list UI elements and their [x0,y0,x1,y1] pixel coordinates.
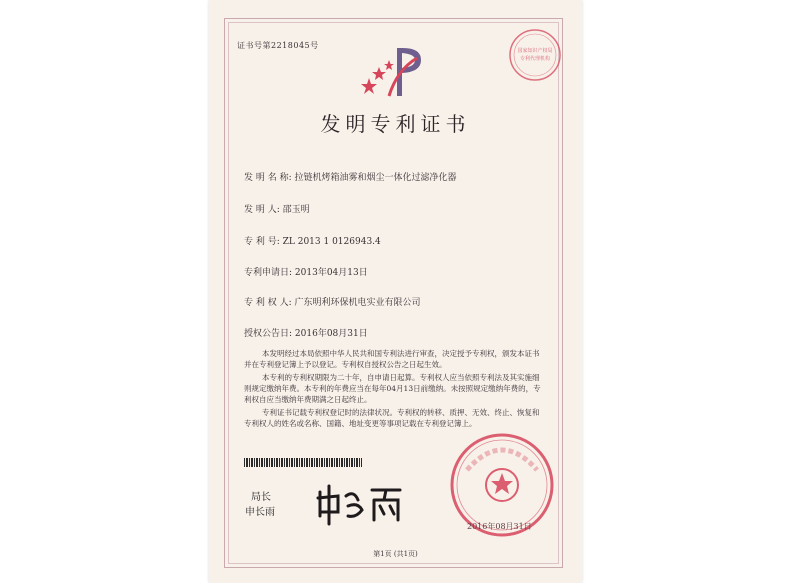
page-footer: 第1页 (共1页) [373,550,418,558]
body-paragraph: 本专利的专利权期限为二十年，自申请日起算。专利权人应当依照专利法及其实施细则规定缴纳年费。本专利的年费应当在每年04月13日前缴纳。未按照规定缴纳年费的，专利权自应当缴纳年费期满之日起终止。 [244,373,541,404]
seal-date: 2016年08月31日 [467,522,532,531]
svg-text:国家知识产权局: 国家知识产权局 [517,48,553,54]
field-invention-name: 发 明 名 称: 拉链机烤箱油雾和烟尘一体化过滤净化器 [244,173,457,183]
certificate-number: 证书号第2218045号 [237,41,319,50]
certificate-body [244,348,544,431]
field-application-date: 专利申请日: 2013年04月13日 [244,268,368,278]
body-paragraph: 本发明经过本局依照中华人民共和国专利法进行审查，决定授予专利权，颁发本证书并在专利登记簿上予以登记。专利权自授权公告之日起生效。 [244,349,540,369]
field-grant-date: 授权公告日: 2016年08月31日 [244,329,368,339]
field-patent-number: 专 利 号: ZL 2013 1 0126943.4 [244,237,381,247]
cnipa-logo-icon [359,40,429,100]
field-inventor: 发 明 人: 邵玉明 [244,205,310,215]
barcode [244,458,362,467]
director-title: 局长 [251,492,271,503]
certificate-title: 发明专利证书 [320,112,471,136]
certificate-paper [209,0,582,583]
body-paragraph: 专利证书记载专利权登记时的法律状况。专利权的转移、质押、无效、终止、恢复和专利权人的姓名或名称、国籍、地址变更等事项记载在专利登记簿上。 [244,408,540,428]
director-signature [314,478,409,528]
field-patentee: 专 利 权 人: 广东明利环保机电实业有限公司 [244,298,421,308]
agency-seal-stamp [507,27,563,83]
director-name: 申长雨 [245,507,275,518]
svg-text:专利代理机构: 专利代理机构 [519,56,551,62]
